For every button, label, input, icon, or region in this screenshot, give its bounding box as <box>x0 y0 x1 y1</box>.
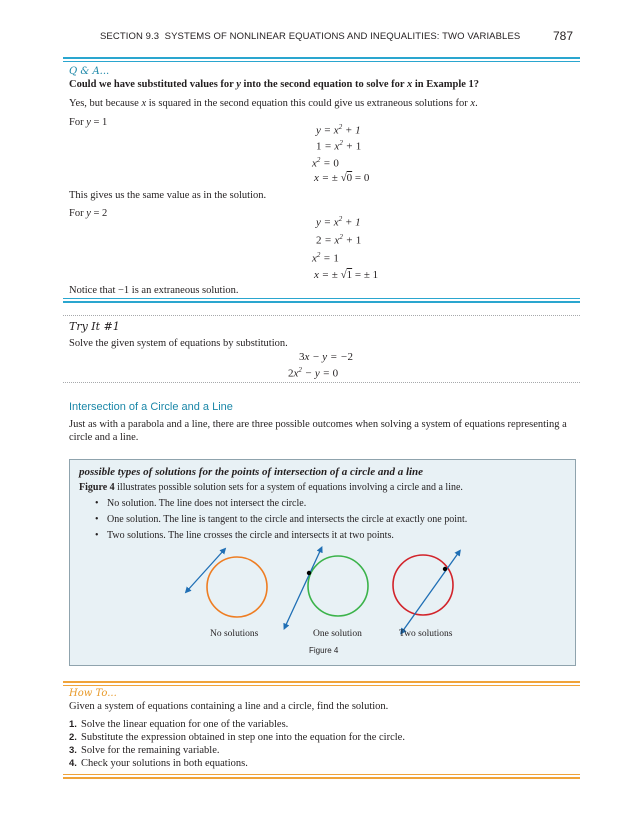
try-it-top-rule <box>63 315 580 316</box>
intersection-point-1 <box>443 567 447 571</box>
try-it-label: Try It #1 <box>69 320 120 333</box>
section-number: SECTION 9.3 <box>100 31 160 42</box>
how-to-bottom-rule-thin <box>63 774 580 775</box>
label-one-solution: One solution <box>313 629 362 639</box>
how-to-top-rule-thin <box>63 685 580 686</box>
how-to-top-rule <box>63 681 580 683</box>
section-heading: Intersection of a Circle and a Line <box>69 401 233 413</box>
header-rule-thin <box>63 61 580 62</box>
how-to-label: How To... <box>69 688 117 699</box>
circle-no-solutions <box>207 557 267 617</box>
label-two-solutions: Two solutions <box>399 629 453 639</box>
case1-step-2: $1 = x^2 + 1$ <box>316 139 362 153</box>
header-rule <box>63 57 580 59</box>
line-one-solution <box>285 549 321 627</box>
callout-bullets <box>93 498 467 546</box>
callout-title: possible types of solutions for the points of intersection of a circle and a line <box>79 466 424 478</box>
case1-step-1: $y = x^2 + 1$ <box>316 123 361 137</box>
case2-step-1: $y = x^2 + 1$ <box>316 215 361 229</box>
try-it-eq-1: 3x − y = −2 <box>299 351 354 363</box>
step-4: 4. Check your solutions in both equations. <box>69 758 248 769</box>
running-header <box>100 31 520 42</box>
case1-note: This gives us the same value as in the solution. <box>69 190 267 201</box>
qa-answer: Yes, but because x is squared in the second equation this could give us extraneous solutions for x. <box>69 98 478 109</box>
try-it-eq-2: $2x^2 - y = 0$ <box>288 366 339 380</box>
qa-closing: Notice that −1 is an extraneous solution. <box>69 285 239 296</box>
qa-question: Could we have substituted values for y into the second equation to solve for x in Example 1? <box>69 79 480 90</box>
label-no-solutions: No solutions <box>210 629 259 639</box>
page-number: 787 <box>553 29 574 43</box>
bullet-one-solution: • One solution. The line is tangent to the circle and intersects the circle at exactly one point. <box>93 514 467 525</box>
try-it-prompt: Solve the given system of equations by substitution. <box>69 338 288 349</box>
how-to-steps <box>69 719 405 771</box>
callout-lead <box>79 482 463 493</box>
step-2: 2. Substitute the expression obtained in step one into the equation for the circle. <box>69 732 405 743</box>
case2-step-4: x = ± √1 = ± 1 <box>314 269 379 281</box>
case2-label: For y = 2 <box>69 208 108 219</box>
qa-label: Q & A... <box>69 66 110 77</box>
qa-rule <box>63 301 580 303</box>
section-intro: Just as with a parabola and a line, there are three possible outcomes when solving a system of equations representing a circle and a line. <box>69 419 567 443</box>
bullet-two-solutions: • Two solutions. The line crosses the circle and intersects it at two points. <box>93 530 467 541</box>
circle-one-solution <box>308 556 368 616</box>
line-two-solutions <box>402 552 459 632</box>
circle-two-solutions <box>393 555 453 615</box>
case1-step-4: x = ± √0 = 0 <box>314 172 370 184</box>
case2-step-2: $2 = x^2 + 1$ <box>316 233 362 247</box>
how-to-task: Given a system of equations containing a line and a circle, find the solution. <box>69 701 389 712</box>
case2-step-3: $x^2 = 1$ <box>312 251 339 265</box>
step-3: 3. Solve for the remaining variable. <box>69 745 220 756</box>
how-to-bottom-rule <box>63 777 580 779</box>
try-it-bottom-rule <box>63 382 580 383</box>
step-1: 1. Solve the linear equation for one of the variables. <box>69 719 289 730</box>
figure-ref: Figure 4 <box>79 482 115 493</box>
bullet-no-solution: • No solution. The line does not intersect the circle. <box>93 498 467 509</box>
lead-text: illustrates possible solution sets for a system of equations involving a circle and a line. <box>114 482 463 493</box>
case1-step-3: $x^2 = 0$ <box>312 156 339 170</box>
qa-rule-thin <box>63 298 580 299</box>
case1-label: For y = 1 <box>69 117 108 128</box>
section-title: SYSTEMS OF NONLINEAR EQUATIONS AND INEQUALITIES: TWO VARIABLES <box>164 31 521 42</box>
line-no-solutions <box>187 550 224 591</box>
tangent-point <box>307 571 311 575</box>
figure-caption: Figure 4 <box>309 646 339 655</box>
